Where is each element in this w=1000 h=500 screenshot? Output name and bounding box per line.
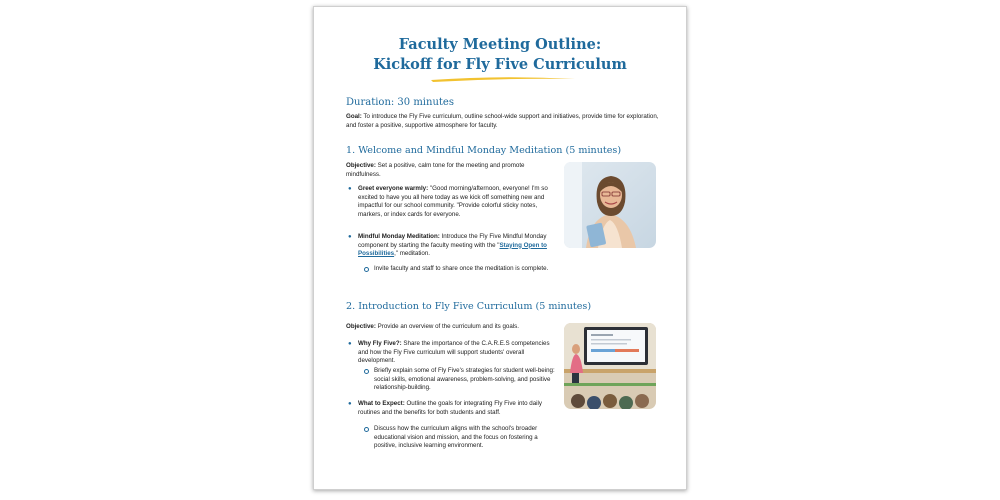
section2-heading-time: (5 minutes) xyxy=(532,301,592,312)
section1-bullet1-text: "Good morning/afternoon, everyone! I'm so excited to have you all here today as we kick off something new and impactful for our school community. "Provide colorful sticky notes, markers, or index cards for everyone. xyxy=(358,185,548,218)
section2-sub2-text: Discuss how the curriculum aligns with the school's broader educational vision and mission, and the focus on fostering a positive, inclusive learning environment. xyxy=(374,425,538,450)
title-underline-swash xyxy=(429,75,577,83)
bullet-icon: ● xyxy=(348,234,352,240)
section2-objective xyxy=(346,323,556,332)
bullet-icon: ● xyxy=(348,401,352,407)
title-line-2: Kickoff for Fly Five Curriculum xyxy=(373,56,627,73)
section2-objective-label: Objective: xyxy=(346,323,376,330)
section2-heading xyxy=(346,301,591,312)
bullet-icon: ● xyxy=(348,341,352,347)
section2-bullet2-label: What to Expect: xyxy=(358,400,405,407)
section1-objective xyxy=(346,162,556,179)
duration-heading: Duration: 30 minutes xyxy=(346,97,454,108)
sub-bullet-icon xyxy=(364,427,369,432)
section2-bullet2-text: Outline the goals for integrating Fly Five into daily routines and the benefits for both students and staff. xyxy=(358,400,542,416)
section1-bullet2-after: ," meditation. xyxy=(394,250,431,258)
section1-sub1-text: Invite faculty and staff to share once the meditation is complete. xyxy=(374,265,549,272)
section2-bullet1-text: Share the importance of the C.A.R.E.S competencies and how the Fly Five curriculum will support students' overall development. xyxy=(358,340,550,365)
goal-text: To introduce the Fly Five curriculum, outline school-wide support and initiatives, provide time for exploration, and foster a positive, supportive atmosphere for faculty. xyxy=(346,113,659,129)
sub-bullet-icon xyxy=(364,369,369,374)
section2-bullet-why xyxy=(348,340,558,366)
page-title xyxy=(314,35,686,75)
section2-sub1-text: Briefly explain some of Fly Five's strategies for student well-being: social skills, emotional awareness, problem-solving, and positive relationship-building. xyxy=(374,367,555,392)
goal-paragraph xyxy=(346,113,664,130)
sub-bullet-icon xyxy=(364,267,369,272)
document-page xyxy=(313,6,687,490)
section2-heading-main: 2. Introduction to Fly Five Curriculum xyxy=(346,301,533,312)
section1-heading xyxy=(346,145,621,156)
section1-bullet1-label: Greet everyone warmly: xyxy=(358,185,429,192)
section1-bullet2-text: Introduce the Fly Five Mindful Monday component by starting the faculty meeting with the " xyxy=(358,233,547,249)
bullet-icon: ● xyxy=(348,186,352,192)
section2-bullet-expect xyxy=(348,400,558,417)
meditation-link[interactable]: Staying Open to Possibilities xyxy=(358,241,547,258)
section2-bullet1-label: Why Fly Five?: xyxy=(358,340,402,347)
section1-objective-text: Set a positive, calm tone for the meeting and promote mindfulness. xyxy=(346,162,525,178)
goal-label: Goal: xyxy=(346,113,362,120)
classroom-photo xyxy=(564,323,656,409)
teacher-photo xyxy=(564,162,656,248)
section1-heading-time: (5 minutes) xyxy=(562,145,622,156)
section1-objective-label: Objective: xyxy=(346,162,376,169)
section2-subbullet-strategies xyxy=(374,367,558,393)
section2-objective-text: Provide an overview of the curriculum and its goals. xyxy=(375,323,519,330)
section1-bullet-greet xyxy=(348,185,558,219)
section1-bullet2-label: Mindful Monday Meditation: xyxy=(358,233,440,240)
title-line-1: Faculty Meeting Outline: xyxy=(398,36,602,53)
section1-heading-main: 1. Welcome and Mindful Monday Meditation xyxy=(346,145,563,156)
section2-subbullet-alignment xyxy=(374,425,558,451)
section1-subbullet-share xyxy=(374,265,554,274)
section1-bullet-meditation xyxy=(348,233,558,259)
